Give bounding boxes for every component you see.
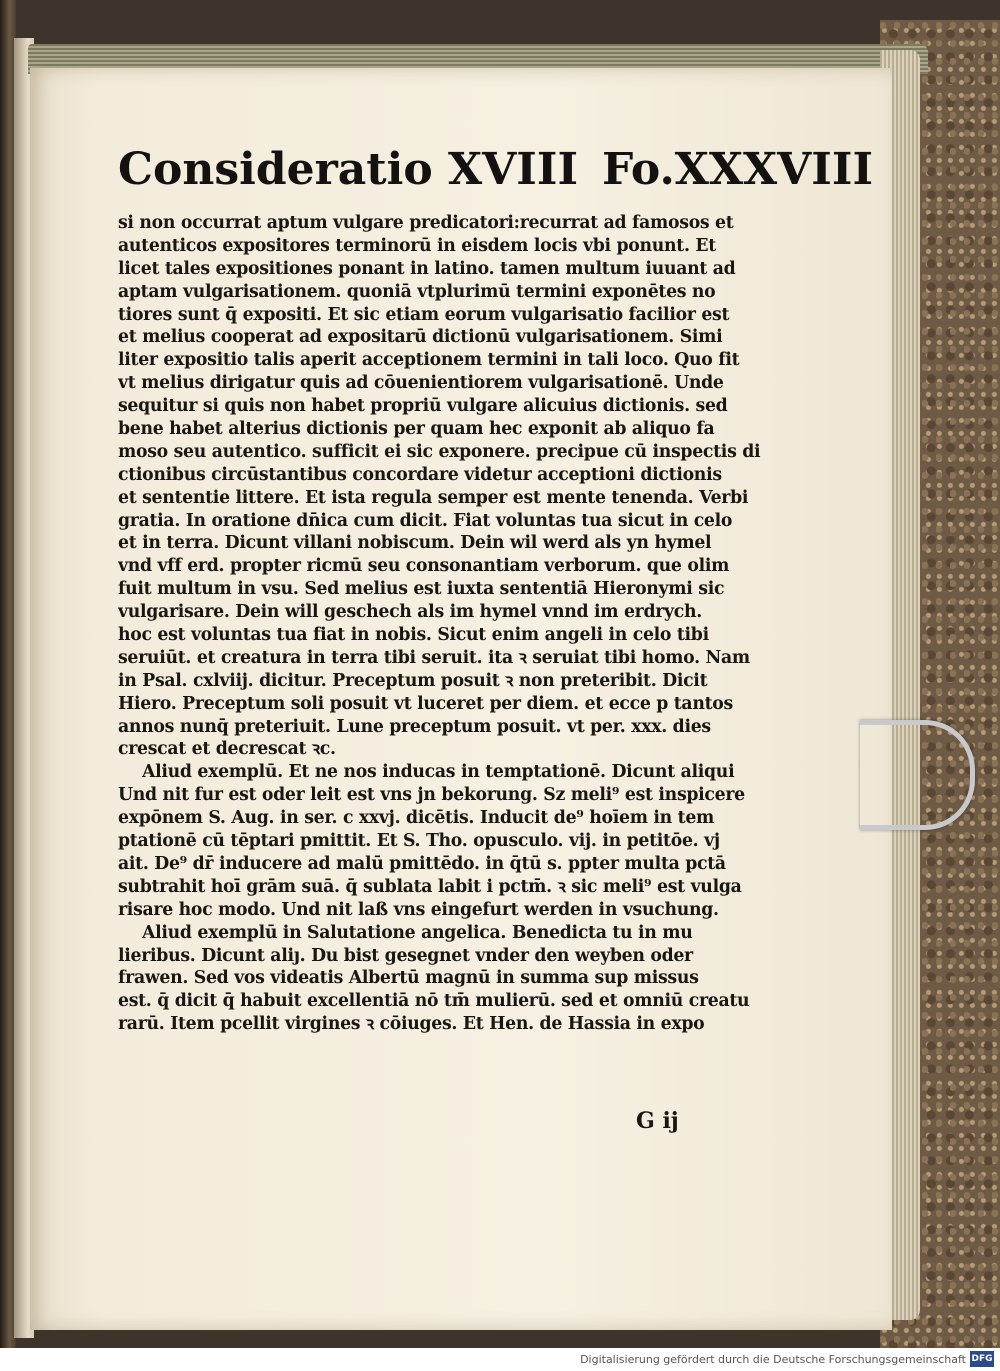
footer-bar	[0, 1348, 1000, 1371]
text-line: in Psal. cxlviij. dicitur. Preceptum posuit ꝛ non preteribit. Dicit	[118, 670, 708, 691]
text-line: frawen. Sed vos videatis Albertū magnū in summa sup missus	[118, 968, 699, 989]
text-line: vulgarisare. Dein will geschech als im hymel vnnd im erdrych.	[118, 602, 702, 623]
text-line: si non occurrat aptum vulgare predicatori:recurrat ad famosos et	[118, 213, 734, 233]
text-line: rarū. Item pcellit virgines ꝛ cōiuges. Et Hen. de Hassia in expo	[118, 1014, 705, 1035]
text-line: licet tales expositiones ponant in latino. tamen multum iuuant ad	[118, 258, 736, 279]
text-line: Aliud exemplū. Et ne nos inducas in temptationē. Dicunt aliqui	[142, 762, 735, 783]
text-line: autenticos expositores terminorū in eisdem locis vbi ponunt. Et	[118, 235, 716, 256]
dfg-logo: DFG	[970, 1351, 994, 1367]
page-body-text	[118, 212, 768, 1036]
text-line: liter expositio talis aperit acceptionem termini in tali loco. Quo fit	[118, 350, 740, 371]
text-line: et melius cooperat ad expositarū dictionū vulgarisationem. Simi	[118, 327, 723, 348]
text-line: expōnem S. Aug. in ser. c xxvj. dicētis. Inducit de⁹ hoīem in tem	[118, 808, 715, 829]
text-line: ptationē cū tēptari pmittit. Et S. Tho. opusculo. vij. in petitōe. vj	[118, 831, 720, 852]
running-head	[118, 140, 874, 200]
folio-number: Fo.XXXVIII	[602, 144, 874, 195]
text-line: annos nunq̄ preteriuit. Lune preceptum posuit. vt per. xxx. dies	[118, 716, 711, 737]
text-line: aptam vulgarisationem. quoniā vtplurimū termini exponētes no	[118, 281, 716, 302]
text-line: ait. De⁹ dr̄ inducere ad malū pmittēdo. in q̄tū s. ppter multa pctā	[118, 853, 726, 874]
text-line: lieribus. Dicunt aliȷ. Du bist gesegnet vnder den weyben oder	[118, 945, 693, 966]
text-line: Hiero. Preceptum soli posuit vt luceret per diem. et ecce p tantos	[118, 693, 733, 714]
text-line: gratia. In oratione dn̄ica cum dicit. Fiat voluntas tua sicut in celo	[118, 510, 733, 531]
text-line: et sententie littere. Et ista regula semper est mente tenenda. Verbi	[118, 487, 749, 508]
text-line: fuit multum in vsu. Sed melius est iuxta sententiā Hieronymi sic	[118, 579, 725, 600]
signature-mark: G ij	[636, 1108, 679, 1134]
text-line: crescat et decrescat ꝛc.	[118, 739, 336, 760]
text-line: vnd vff erd. propter ricmū seu consonantiam verborum. que olim	[118, 556, 730, 577]
text-line: risare hoc modo. Und nit laß vns eingefurt werden in vsuchung.	[118, 899, 719, 920]
text-line: vt melius dirigatur quis ad cōuenientiorem vulgarisationē. Unde	[118, 373, 724, 394]
text-line: ctionibus circūstantibus concordare videtur acceptioni dictionis	[118, 464, 722, 485]
text-line: hoc est voluntas tua fiat in nobis. Sicut enim angeli in celo tibi	[118, 625, 709, 646]
text-line: tiores sunt q̄ expositi. Et sic etiam eorum vulgarisatio facilior est	[118, 304, 730, 325]
text-line: moso seu autentico. sufficit ei sic exponere. precipue cū inspectis di	[118, 441, 761, 462]
text-line: subtrahit hoī grām suā. q̄ sublata labit i pctm̄. ꝛ sic meli⁹ est vulga	[118, 876, 742, 897]
funding-credit: Digitalisierung gefördert durch die Deutsche Forschungsgemeinschaft	[580, 1353, 966, 1366]
text-line: seruiūt. et creatura in terra tibi seruit. ita ꝛ seruiat tibi homo. Nam	[118, 647, 750, 668]
text-line: bene habet alterius dictionis per quam hec exponit ab aliquo fa	[118, 419, 715, 440]
page-clip	[860, 720, 975, 830]
text-line: Aliud exemplū in Salutatione angelica. Benedicta tu in mu	[142, 922, 693, 943]
text-line: Und nit fur est oder leit est vns jn bekorung. Sz meli⁹ est inspicere	[118, 785, 745, 806]
text-line: est. q̄ dicit q̄ habuit excellentiā nō tm̄ mulierū. sed et omniū creatu	[118, 991, 750, 1012]
text-line: et in terra. Dicunt villani nobiscum. Dein wil werd als yn hymel	[118, 533, 712, 554]
running-head-left: Consideratio XVIII	[118, 144, 579, 195]
text-line: sequitur si quis non habet propriū vulgare alicuius dictionis. sed	[118, 396, 728, 417]
